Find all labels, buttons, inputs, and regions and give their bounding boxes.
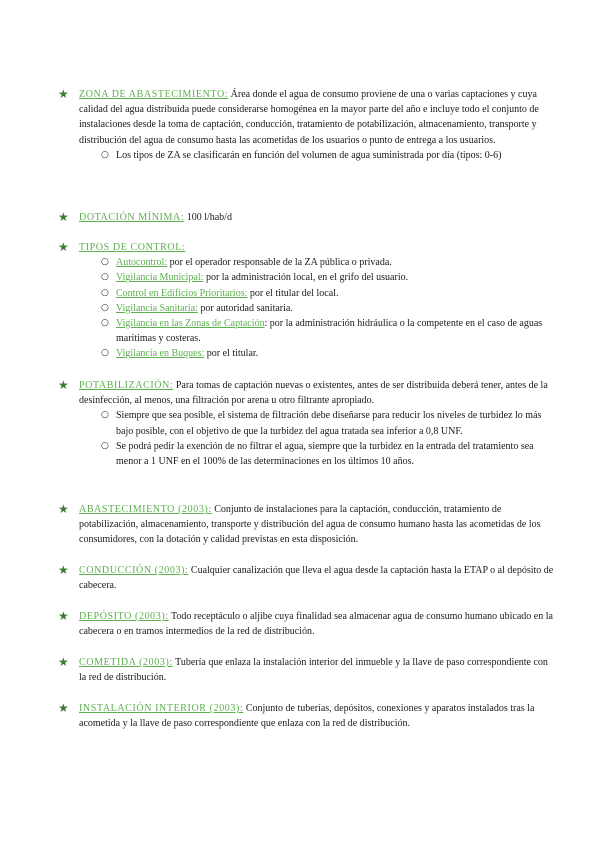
sub-list-item: [79, 346, 556, 361]
control-type-label[interactable]: Control en Edificios Prioritarios:: [116, 287, 248, 299]
star-bullet-icon: ★: [58, 609, 69, 623]
sub-item-text: Se podrá pedir la exención de no filtrar el agua, siempre que la turbidez en la entrada del tratamiento sea menor a 1 UNF en el 100% de las determinaciones en los últimos 10 años.: [116, 440, 534, 468]
sub-item-text: por autoridad sanitaria.: [197, 302, 293, 314]
circle-bullet-icon: ○: [101, 410, 109, 421]
definition-text: Para tomas de captación nuevas o existentes, antes de ser distribuida deberá tener, antes de la desinfección, al menos, una filtración por arena u otro filtrante apropiado.: [79, 380, 548, 407]
definition-potabilizacion: [79, 378, 556, 469]
star-bullet-icon: ★: [58, 87, 69, 101]
sub-list-item: [79, 439, 556, 469]
sub-item-text: por el titular del local.: [247, 287, 339, 299]
control-type-label[interactable]: Autocontrol:: [116, 257, 168, 269]
sub-item-text: por el operador responsable de la ZA pública o privada.: [167, 257, 392, 269]
definition-text: Todo receptáculo o aljibe cuya finalidad sea almacenar agua de consumo humano ubicado en la cabecera o en tramos intermedios de la red de distribución.: [79, 611, 553, 638]
star-bullet-icon: ★: [58, 655, 69, 669]
sub-item-text: Los tipos de ZA se clasificarán en función del volumen de agua suministrada por día (tipos: 0-6): [116, 149, 502, 161]
control-type-label[interactable]: Vigilancia en Buques:: [116, 348, 205, 360]
definition-term: INSTALACIÓN INTERIOR (2003):: [79, 703, 244, 714]
star-bullet-icon: ★: [58, 563, 69, 577]
definition-term: COMETIDA (2003):: [79, 657, 173, 668]
sub-list: [79, 408, 556, 469]
sub-item-text: por la administración local, en el grifo del usuario.: [203, 272, 409, 284]
definition-cometida: [79, 655, 556, 685]
definition-text: Tubería que enlaza la instalación interior del inmueble y la llave de paso correspondiente con la red de distribución.: [79, 657, 548, 684]
sub-item-text: por el titular.: [204, 348, 259, 360]
sub-list: [79, 255, 556, 361]
circle-bullet-icon: ○: [101, 272, 109, 283]
circle-bullet-icon: ○: [101, 302, 109, 313]
star-bullet-icon: ★: [58, 502, 69, 516]
definition-tipos-control: [79, 240, 556, 362]
definition-dotacion-minima: [79, 210, 556, 225]
star-bullet-icon: ★: [58, 378, 69, 392]
definition-term: POTABILIZACIÓN:: [79, 380, 174, 391]
control-type-label[interactable]: Vigilancia Sanitaria:: [116, 302, 198, 314]
definition-text: 100 l/hab/d: [184, 212, 232, 223]
circle-bullet-icon: ○: [101, 348, 109, 359]
sub-list-item: [79, 408, 556, 438]
definition-abastecimiento: [79, 502, 556, 548]
sub-list-item: [79, 301, 556, 316]
definition-text: Conjunto de instalaciones para la captación, conducción, tratamiento de potabilización, almacenamiento, transporte y distribución del agua de consumo humano hasta las acometidas de los consumidores, con la dotación y calidad previstas en esta disposición.: [79, 504, 541, 546]
definition-zona-abastecimiento: [79, 87, 556, 163]
control-type-label[interactable]: Vigilancia en las Zonas de Captación: [116, 318, 265, 330]
sub-list-item: [79, 286, 556, 301]
definition-text: Conjunto de tuberías, depósitos, conexiones y aparatos instalados tras la acometida y la llave de paso correspondiente que enlaza con la red de distribución.: [79, 703, 535, 730]
definition-text: Cualquier canalización que lleva el agua desde la captación hasta la ETAP o al depósito de cabecera.: [79, 565, 554, 592]
sub-list: [79, 148, 556, 163]
circle-bullet-icon: ○: [101, 318, 109, 329]
definition-term: ABASTECIMIENTO (2003):: [79, 504, 212, 515]
definition-term: ZONA DE ABASTECIMIENTO:: [79, 89, 229, 100]
circle-bullet-icon: ○: [101, 440, 109, 451]
definition-instalacion-interior: [79, 701, 556, 731]
definition-conduccion: [79, 563, 556, 593]
sub-item-text: Siempre que sea posible, el sistema de filtración debe diseñarse para reducir los niveles de turbidez lo más bajo posible, con el objetivo de que la turbidez del agua tratada sea inferior a 0,8 UNF.: [116, 410, 542, 437]
circle-bullet-icon: ○: [101, 149, 109, 160]
sub-item-text: : por la administración hidráulica o la competente en el caso de aguas marítimas y costeras.: [116, 318, 543, 345]
circle-bullet-icon: ○: [101, 257, 109, 268]
definition-term: CONDUCCIÓN (2003):: [79, 565, 189, 576]
sub-list-item: [79, 270, 556, 285]
definition-term: TIPOS DE CONTROL:: [79, 242, 186, 253]
definition-term: DOTACIÓN MÍNIMA:: [79, 212, 185, 223]
sub-list-item: [79, 148, 556, 163]
sub-list-item: [79, 316, 556, 346]
star-bullet-icon: ★: [58, 210, 69, 224]
definition-term: DEPÓSITO (2003):: [79, 611, 169, 622]
star-bullet-icon: ★: [58, 701, 69, 715]
definition-text: Área donde el agua de consumo proviene de una o varias captaciones y cuya calidad del agua distribuida puede considerarse homogénea en la mayor parte del año e incluye todo el conjunto de instalaciones desde la toma de captación, conducción, tratamiento de potabilización, almacenamiento, transporte y distribución del agua de consumo hasta las acometidas de los usuarios o punto de entrega a los usuarios.: [79, 89, 539, 146]
definition-deposito: [79, 609, 556, 639]
control-type-label[interactable]: Vigilancia Municipal:: [116, 272, 204, 284]
circle-bullet-icon: ○: [101, 287, 109, 298]
sub-list-item: [79, 255, 556, 270]
star-bullet-icon: ★: [58, 240, 69, 254]
